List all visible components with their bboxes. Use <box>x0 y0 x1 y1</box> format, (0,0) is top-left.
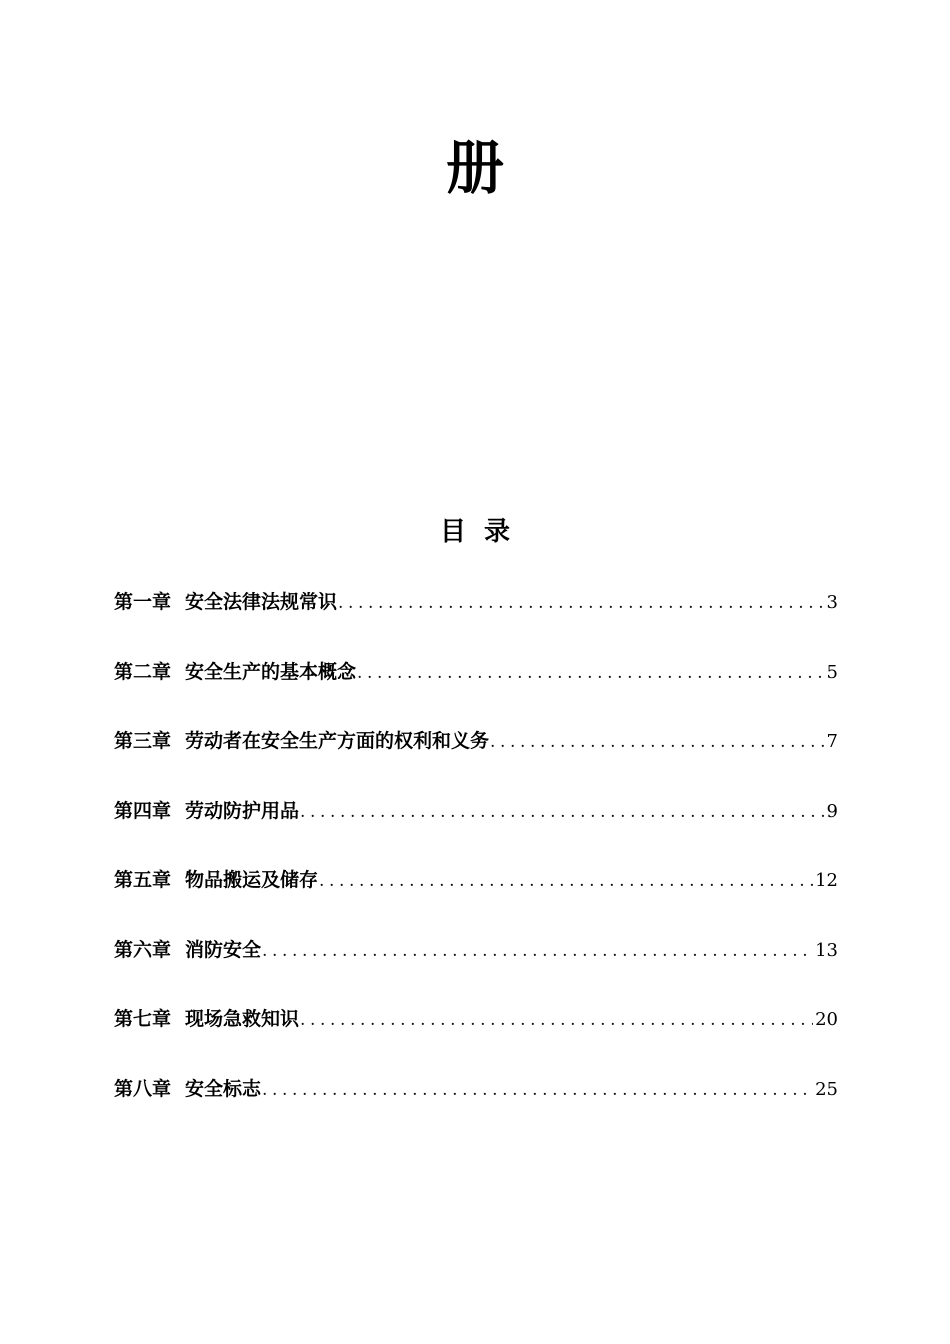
toc-chapter-title: 安全标志 <box>185 1077 262 1100</box>
toc-entry-5[interactable] <box>114 862 838 932</box>
toc-chapter-number: 第八章 <box>114 1077 172 1100</box>
toc-entry-2[interactable] <box>114 654 838 724</box>
toc-entry-3[interactable] <box>114 723 838 793</box>
toc-chapter-title: 劳动防护用品 <box>185 799 300 822</box>
toc-entry-1[interactable] <box>114 584 838 654</box>
toc-chapter-title: 物品搬运及储存 <box>185 869 319 891</box>
dot-leader <box>490 724 825 760</box>
toc-page-number: 13 <box>815 939 838 961</box>
toc-chapter-title: 劳动者在安全生产方面的权利和义务 <box>185 730 490 752</box>
toc-chapter-title: 消防安全 <box>185 938 262 961</box>
dot-leader <box>262 1072 813 1108</box>
toc-page-number: 5 <box>826 661 838 683</box>
toc-chapter-title: 安全法律法规常识 <box>185 591 338 613</box>
dot-leader <box>262 933 813 969</box>
toc-entry-8[interactable] <box>114 1071 838 1141</box>
toc-chapter-number: 第七章 <box>114 1008 172 1030</box>
toc-chapter-number: 第五章 <box>114 869 172 891</box>
toc-heading: 目录 <box>439 517 528 547</box>
toc-page-number: 12 <box>815 870 838 891</box>
toc-chapter-number: 第一章 <box>114 591 172 613</box>
toc-chapter-title: 安全生产的基本概念 <box>185 660 357 683</box>
dot-leader <box>357 655 825 691</box>
toc-chapter-number: 第六章 <box>114 938 172 961</box>
dot-leader <box>319 863 813 899</box>
toc-chapter-number: 第二章 <box>114 660 172 683</box>
toc-page-number: 9 <box>826 800 838 822</box>
dot-leader <box>300 794 825 830</box>
toc-entry-7[interactable] <box>114 1001 838 1071</box>
toc-entry-6[interactable] <box>114 932 838 1002</box>
toc-page-number: 3 <box>826 592 838 613</box>
toc-chapter-title: 现场急救知识 <box>185 1008 300 1030</box>
table-of-contents <box>114 584 838 1140</box>
toc-chapter-number: 第四章 <box>114 799 172 822</box>
toc-page-number: 25 <box>815 1078 838 1100</box>
toc-chapter-number: 第三章 <box>114 730 172 752</box>
dot-leader <box>338 585 825 621</box>
dot-leader <box>300 1002 813 1038</box>
page-title: 册 <box>445 134 504 202</box>
toc-page-number: 7 <box>826 731 838 752</box>
toc-page-number: 20 <box>815 1009 838 1030</box>
toc-entry-4[interactable] <box>114 793 838 863</box>
